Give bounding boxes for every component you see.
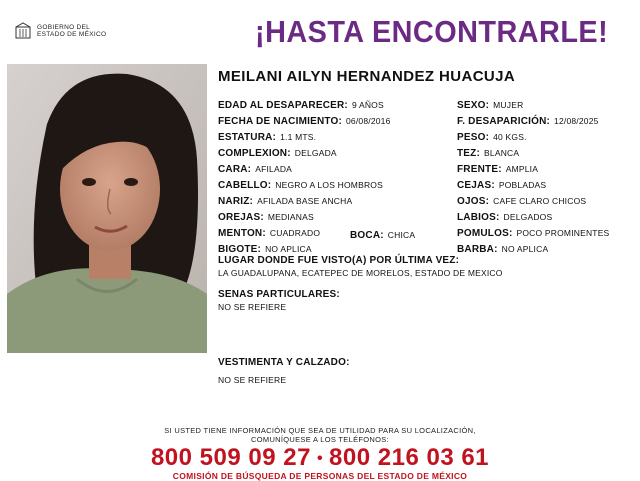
separator-dot: • [316, 449, 324, 467]
field-value: POCO PROMINENTES [516, 228, 610, 238]
field-label: OJOS: [457, 196, 490, 207]
field-label: PESO: [457, 132, 490, 143]
field-value: CHICA [387, 230, 416, 240]
field-label: BOCA: [350, 230, 384, 241]
government-logo [14, 22, 106, 40]
distinguishing-marks-value: NO SE REFIERE [218, 302, 287, 312]
footer-note-line-1: SI USTED TIENE INFORMACIÓN QUE SEA DE UTILIDAD PARA SU LOCALIZACIÓN, [164, 426, 476, 435]
field-label: EDAD AL DESAPARECER: [218, 100, 348, 111]
phone-number-1[interactable]: 800 509 09 27 [150, 444, 311, 471]
field-label: FRENTE: [457, 164, 502, 175]
field-label: NARIZ: [218, 196, 254, 207]
field-boca [350, 225, 415, 243]
missing-person-photo [7, 64, 207, 353]
field-value: CAFE CLARO CHICOS [493, 196, 587, 206]
field-value: 1.1 MTS. [280, 132, 317, 142]
last-seen-value: LA GUADALUPANA, ECATEPEC DE MORELOS, ESTADO DE MEXICO [218, 268, 503, 278]
distinguishing-marks-label: SENAS PARTICULARES: [218, 289, 340, 300]
field-label: SEXO: [457, 100, 490, 111]
footer-note-line-2: COMUNÍQUESE A LOS TELÉFONOS: [251, 435, 389, 444]
state-seal-icon [14, 22, 32, 40]
field-value: MUJER [493, 100, 524, 110]
field-label: FECHA DE NACIMIENTO: [218, 116, 342, 127]
field-label: ESTATURA: [218, 132, 277, 143]
field-label: COMPLEXION: [218, 148, 291, 159]
field-label: BIGOTE: [218, 244, 262, 255]
field-value: AMPLIA [505, 164, 539, 174]
field-value: 9 AÑOS [351, 100, 384, 110]
commission-name: COMISIÓN DE BÚSQUEDA DE PERSONAS DEL ESTADO DE MÉXICO [172, 471, 468, 481]
field-value: 40 KGS. [493, 132, 527, 142]
logo-line-2: ESTADO DE MÉXICO [37, 31, 107, 38]
field-value: AFILADA [255, 164, 293, 174]
field-label: CEJAS: [457, 180, 495, 191]
field-label: OREJAS: [218, 212, 264, 223]
last-seen-label: LUGAR DONDE FUE VISTO(A) POR ÚLTIMA VEZ: [218, 255, 460, 266]
field-label: CABELLO: [218, 180, 272, 191]
field-label: POMULOS: [457, 228, 513, 239]
field-label: CARA: [218, 164, 252, 175]
field-label: LABIOS: [457, 212, 500, 223]
field-value: AFILADA BASE ANCHA [257, 196, 353, 206]
portrait-image [7, 64, 207, 353]
field-value: NO APLICA [265, 244, 312, 254]
clothing-label: VESTIMENTA Y CALZADO: [218, 357, 350, 368]
field-value: CUADRADO [269, 228, 321, 238]
person-name: MEILANI AILYN HERNANDEZ HUACUJA [218, 68, 516, 85]
phone-number-2[interactable]: 800 216 03 61 [329, 444, 490, 471]
field-value: MEDIANAS [267, 212, 314, 222]
field-label: F. DESAPARICIÓN: [457, 116, 551, 127]
field-value: POBLADAS [498, 180, 547, 190]
field-barba [457, 239, 548, 257]
field-value: 06/08/2016 [346, 116, 391, 126]
clothing-value: NO SE REFIERE [218, 375, 287, 385]
field-value: NO APLICA [501, 244, 549, 254]
field-value: NEGRO A LOS HOMBROS [275, 180, 383, 190]
field-value: BLANCA [484, 148, 520, 158]
field-value: DELGADA [294, 148, 337, 158]
headline: ¡HASTA ENCONTRARLE! [255, 14, 609, 49]
field-value: DELGADOS [503, 212, 553, 222]
field-value: 12/08/2025 [554, 116, 599, 126]
field-label: TEZ: [457, 148, 481, 159]
logo-line-1: GOBIERNO DEL [37, 23, 91, 31]
phone-numbers [0, 444, 640, 472]
field-label: BARBA: [457, 244, 498, 255]
field-label: MENTON: [218, 228, 266, 239]
